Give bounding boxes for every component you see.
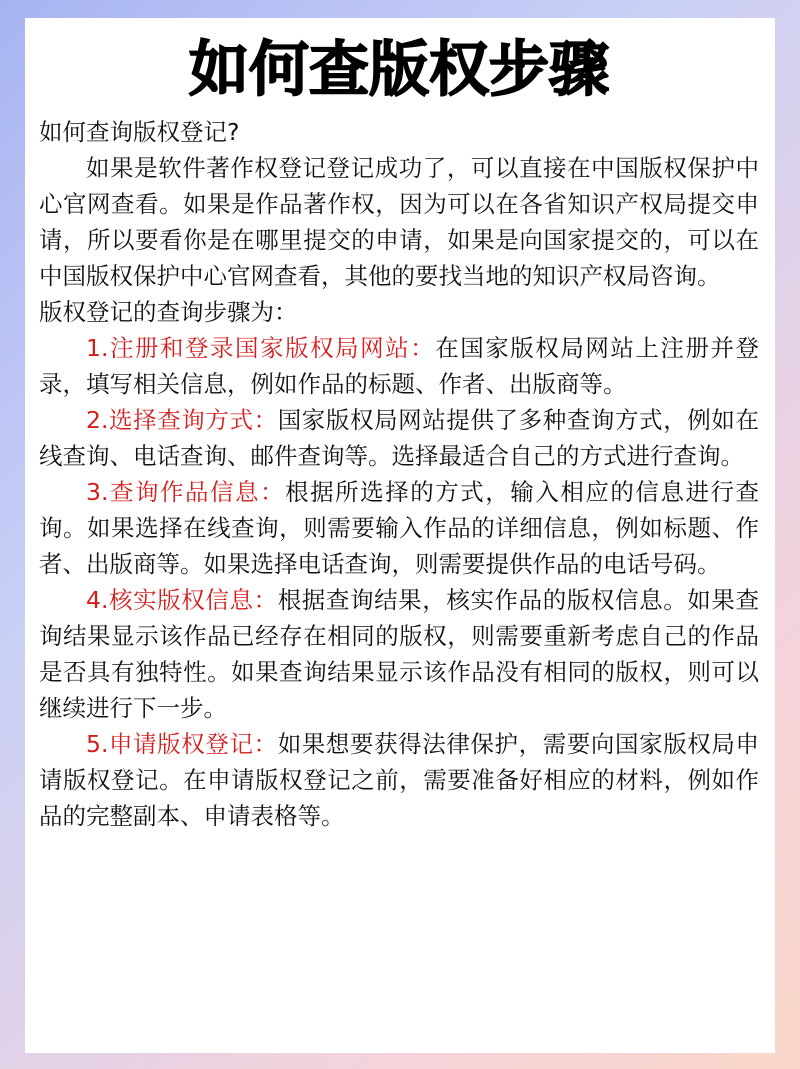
step-2 [39,402,759,474]
step-1 [39,330,759,402]
step-4-label: 4.核实版权信息： [86,586,278,614]
step-2-text: 国家版权局网站提供了多种查询方式，例如在线查询、电话查询、邮件查询等。选择最适合自己的方式进行查询。 [39,406,760,470]
step-1-label: 1.注册和登录国家版权局网站： [86,334,436,362]
document-card [25,18,775,1053]
step-5 [39,726,759,834]
step-3-label: 3.查询作品信息： [86,478,286,506]
step-5-text: 如果想要获得法律保护，需要向国家版权局申请版权登记。在申请版权登记之前，需要准备好相应的材料，例如作品的完整副本、申请表格等。 [39,730,760,830]
step-5-label: 5.申请版权登记： [86,730,278,758]
document-body [39,114,759,834]
step-2-label: 2.选择查询方式： [86,406,278,434]
step-3-text: 根据所选择的方式，输入相应的信息进行查询。如果选择在线查询，则需要输入作品的详细信息，例如标题、作者、出版商等。如果选择电话查询，则需要提供作品的电话号码。 [39,478,760,578]
step-1-text: 在国家版权局网站上注册并登录，填写相关信息，例如作品的标题、作者、出版商等。 [39,334,760,398]
step-4 [39,582,759,726]
steps-heading: 版权登记的查询步骤为： [39,298,298,326]
intro-question: 如何查询版权登记? [39,118,240,146]
step-3 [39,474,759,582]
step-4-text: 根据查询结果，核实作品的版权信息。如果查询结果显示该作品已经存在相同的版权，则需要重新考虑自己的作品是否具有独特性。如果查询结果显示该作品没有相同的版权，则可以继续进行下一步。 [39,586,760,722]
intro-answer: 如果是软件著作权登记登记成功了，可以直接在中国版权保护中心官网查看。如果是作品著作权，因为可以在各省知识产权局提交申请，所以要看你是在哪里提交的申请，如果是向国家提交的，可以在中国版权保护中心官网查看，其他的要找当地的知识产权局咨询。 [39,154,759,290]
page-title: 如何查版权步骤 [189,35,609,105]
